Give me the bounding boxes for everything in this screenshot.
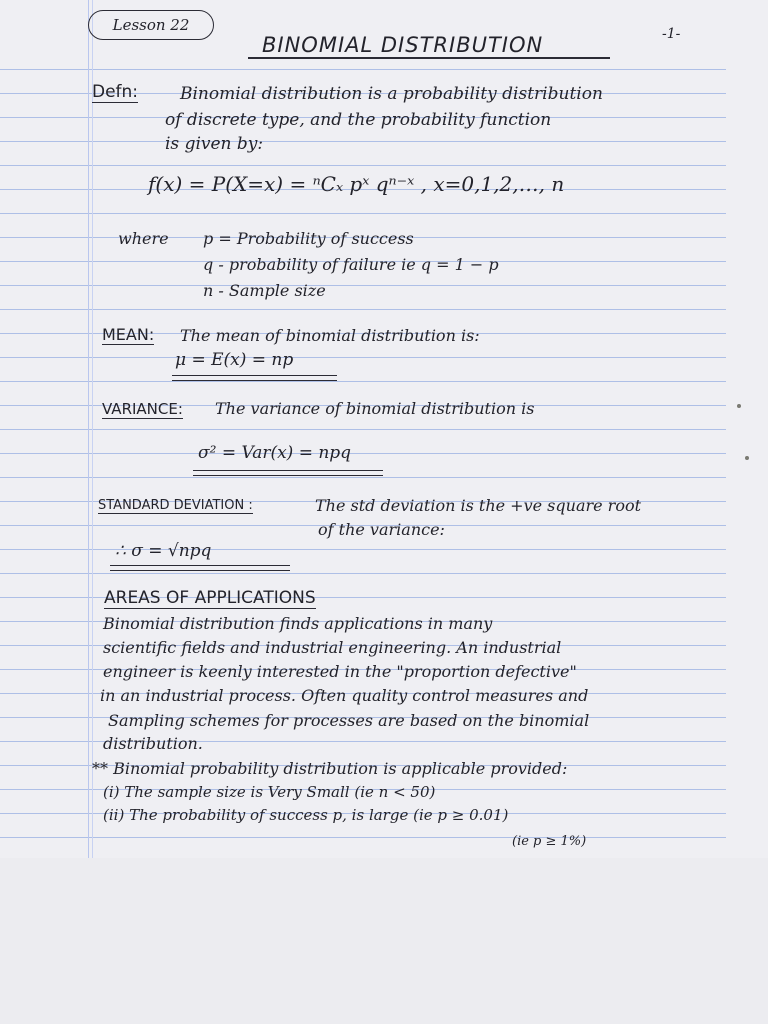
- applicability-condition: ** Binomial probability distribution is applicable provided:: [92, 759, 568, 778]
- binomial-formula: f(x) = P(X=x) = ⁿCₓ pˣ qⁿ⁻ˣ , x=0,1,2,…, n: [148, 172, 565, 196]
- variance-formula: σ² = Var(x) = npq: [198, 443, 352, 463]
- condition-1: (i) The sample size is Very Small (ie n < 50): [103, 783, 436, 801]
- paper-speck: [745, 456, 749, 460]
- mean-formula-underline: [172, 375, 337, 381]
- applications-line-2: scientific fields and industrial engineering. An industrial: [103, 638, 562, 657]
- margin-line-inner: [92, 0, 93, 858]
- condition-2-note: (ie p ≥ 1%): [512, 834, 587, 849]
- applications-line-1: Binomial distribution finds applications in many: [103, 614, 493, 633]
- applications-line-4: in an industrial process. Often quality control measures and: [100, 686, 589, 705]
- std-formula: ∴ σ = √npq: [115, 541, 212, 561]
- variance-formula-underline: [193, 470, 383, 476]
- applications-heading: AREAS OF APPLICATIONS: [104, 588, 316, 608]
- applications-line-6: distribution.: [103, 734, 203, 753]
- blank-lower-area: [0, 858, 768, 1024]
- title-underline: [248, 57, 610, 59]
- definition-label: Defn:: [92, 82, 139, 102]
- variance-label: VARIANCE:: [102, 400, 183, 418]
- definition-line-1: Binomial distribution is a probability distribution: [180, 84, 603, 104]
- variance-text: The variance of binomial distribution is: [215, 399, 535, 418]
- margin-line: [88, 0, 89, 858]
- std-text-2: of the variance:: [318, 520, 445, 539]
- std-label: STANDARD DEVIATION :: [98, 498, 253, 513]
- where-n: n - Sample size: [203, 281, 326, 300]
- page-number: -1-: [662, 26, 681, 42]
- std-formula-underline: [110, 565, 290, 571]
- applications-line-5: Sampling schemes for processes are based on the binomial: [108, 711, 590, 730]
- where-label: where: [118, 229, 169, 248]
- std-text: The std deviation is the +ve square root: [315, 496, 642, 515]
- lesson-label: Lesson 22: [88, 10, 214, 40]
- mean-formula: μ = E(x) = np: [175, 350, 294, 370]
- definition-line-2: of discrete type, and the probability function: [165, 110, 552, 130]
- condition-2: (ii) The probability of success p, is large (ie p ≥ 0.01): [103, 806, 509, 824]
- mean-text: The mean of binomial distribution is:: [180, 326, 480, 345]
- paper-speck: [737, 404, 741, 408]
- mean-label: MEAN:: [102, 325, 155, 344]
- definition-line-3: is given by:: [165, 134, 264, 154]
- where-q: q - probability of failure ie q = 1 − p: [203, 255, 499, 274]
- page-title: BINOMIAL DISTRIBUTION: [262, 33, 544, 57]
- applications-line-3: engineer is keenly interested in the "proportion defective": [103, 662, 577, 681]
- where-p: p = Probability of success: [203, 229, 414, 248]
